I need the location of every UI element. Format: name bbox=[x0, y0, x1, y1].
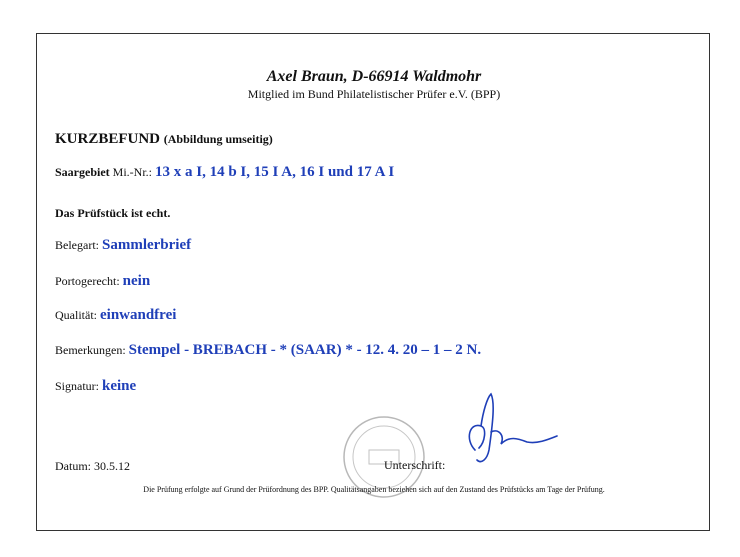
field-row-signatur bbox=[55, 378, 136, 395]
date-row bbox=[55, 459, 130, 474]
field-value: Stempel - BREBACH - * (SAAR) * - 12. 4. 20 – 1 – 2 N. bbox=[128, 342, 482, 358]
date-value: 30.5.12 bbox=[94, 459, 130, 473]
verdict: Das Prüfstück ist echt. bbox=[55, 206, 171, 220]
field-label: Qualität: bbox=[55, 308, 97, 322]
examiner-name: Axel Braun, D-66914 Waldmohr bbox=[266, 68, 482, 85]
report-heading bbox=[55, 131, 273, 148]
field-value: Sammlerbrief bbox=[101, 237, 192, 253]
field-label: Bemerkungen: bbox=[55, 343, 126, 357]
handwritten-signature bbox=[457, 392, 567, 472]
field-label: Belegart: bbox=[55, 238, 99, 252]
catalog-label: Mi.-Nr.: bbox=[112, 165, 152, 179]
region-label: Saargebiet bbox=[55, 165, 110, 179]
catalog-value: 13 x a I, 14 b I, 15 I A, 16 I und 17 A I bbox=[155, 164, 395, 180]
certificate-frame bbox=[36, 33, 710, 531]
signature-label: Unterschrift: bbox=[384, 458, 446, 472]
field-row-bemerkungen bbox=[55, 342, 481, 359]
membership-line: Mitglied im Bund Philatelistischer Prüfer e.V. (BPP) bbox=[247, 87, 501, 101]
date-label: Datum: bbox=[55, 459, 91, 473]
footer-note: Die Prüfung erfolgte auf Grund der Prüfordnung des BPP. Qualitätsangaben beziehen sich auf den Zustand des Prüfstücks am Tage der Prüfung. bbox=[143, 485, 605, 494]
report-title: KURZBEFUND bbox=[55, 131, 161, 147]
field-value: einwandfrei bbox=[100, 307, 177, 323]
field-row-belegart bbox=[55, 237, 191, 254]
field-value: nein bbox=[122, 273, 151, 289]
field-row-qualitaet bbox=[55, 307, 176, 324]
field-row-portogerecht bbox=[55, 273, 150, 290]
field-label: Signatur: bbox=[55, 379, 99, 393]
report-title-note: (Abbildung umseitig) bbox=[163, 132, 273, 146]
field-value: keine bbox=[102, 378, 137, 394]
catalog-row bbox=[55, 164, 394, 181]
field-label: Portogerecht: bbox=[55, 274, 120, 288]
